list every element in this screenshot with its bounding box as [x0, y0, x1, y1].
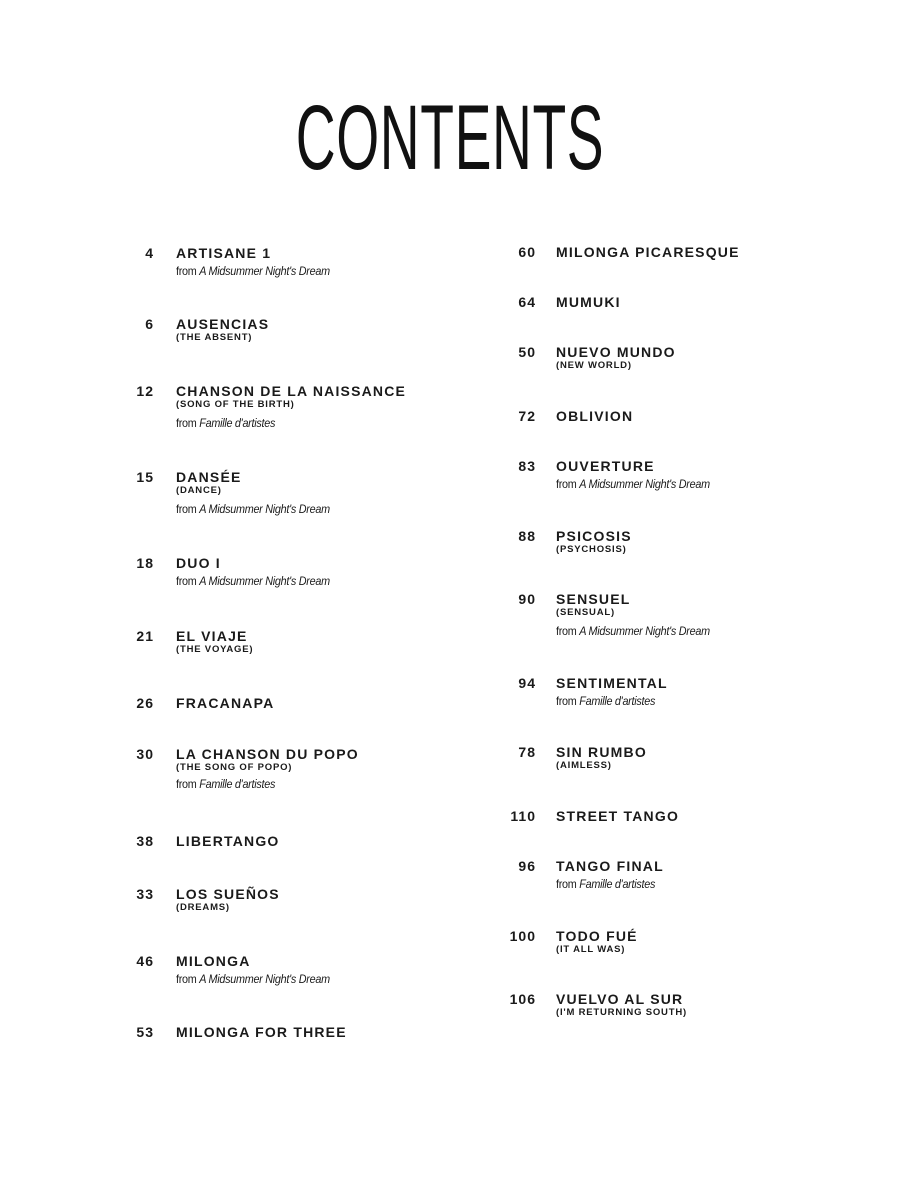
- page-number: 72: [518, 408, 536, 424]
- song-translation: (SENSUAL): [556, 607, 615, 618]
- page-number: 30: [136, 746, 154, 762]
- song-title: SENTIMENTAL: [556, 675, 668, 691]
- page-number: 64: [518, 294, 536, 310]
- song-title: AUSENCIAS: [176, 316, 270, 332]
- song-translation: (SONG OF THE BIRTH): [176, 399, 295, 410]
- page-number: 78: [518, 744, 536, 760]
- song-translation: (I'M RETURNING SOUTH): [556, 1007, 687, 1018]
- song-title: SIN RUMBO: [556, 744, 647, 760]
- song-title: TODO FUÉ: [556, 928, 638, 944]
- song-translation: (AIMLESS): [556, 760, 612, 771]
- page-number: 15: [136, 469, 154, 485]
- page-number: 110: [510, 808, 536, 824]
- source-work: from A Midsummer Night's Dream: [176, 502, 330, 516]
- source-work: from A Midsummer Night's Dream: [176, 972, 330, 986]
- song-title: MILONGA: [176, 953, 251, 969]
- song-title: MILONGA PICARESQUE: [556, 244, 740, 260]
- song-title: VUELVO AL SUR: [556, 991, 684, 1007]
- song-translation: (NEW WORLD): [556, 360, 632, 371]
- page-number: 46: [136, 953, 154, 969]
- page-number: 6: [145, 316, 154, 332]
- song-title: PSICOSIS: [556, 528, 632, 544]
- page-number: 88: [518, 528, 536, 544]
- page-title-wrap: [0, 88, 900, 188]
- song-title: NUEVO MUNDO: [556, 344, 676, 360]
- song-title: DUO I: [176, 555, 221, 571]
- page-number: 83: [518, 458, 536, 474]
- page-number: 12: [136, 383, 154, 399]
- song-title: LOS SUEÑOS: [176, 886, 280, 902]
- song-title: LA CHANSON DU POPO: [176, 746, 359, 762]
- song-translation: (THE ABSENT): [176, 332, 253, 343]
- page-number: 96: [518, 858, 536, 874]
- page-number: 100: [509, 928, 536, 944]
- song-title: FRACANAPA: [176, 695, 275, 711]
- page-number: 106: [509, 991, 536, 1007]
- source-work: from A Midsummer Night's Dream: [176, 264, 330, 278]
- page-number: 21: [136, 628, 154, 644]
- page-number: 26: [136, 695, 154, 711]
- song-title: ARTISANE 1: [176, 245, 272, 261]
- song-title: STREET TANGO: [556, 808, 680, 824]
- song-title: EL VIAJE: [176, 628, 248, 644]
- page-number: 53: [136, 1024, 154, 1040]
- source-work: from Famille d'artistes: [556, 877, 656, 891]
- source-work: from A Midsummer Night's Dream: [556, 624, 710, 638]
- song-title: SENSUEL: [556, 591, 631, 607]
- page-number: 94: [518, 675, 536, 691]
- song-title: OBLIVION: [556, 408, 634, 424]
- song-translation: (THE SONG OF POPO): [176, 762, 293, 773]
- source-work: from A Midsummer Night's Dream: [556, 477, 710, 491]
- page-number: 60: [518, 244, 536, 260]
- song-title: MUMUKI: [556, 294, 621, 310]
- page-number: 4: [145, 245, 154, 261]
- song-title: TANGO FINAL: [556, 858, 664, 874]
- source-work: from Famille d'artistes: [176, 416, 276, 430]
- page-title: CONTENTS: [295, 86, 605, 189]
- source-work: from Famille d'artistes: [176, 777, 276, 791]
- song-translation: (IT ALL WAS): [556, 944, 626, 955]
- page-number: 33: [136, 886, 154, 902]
- song-translation: (THE VOYAGE): [176, 644, 254, 655]
- page-number: 38: [136, 833, 154, 849]
- song-title: OUVERTURE: [556, 458, 655, 474]
- song-title: DANSÉE: [176, 469, 242, 485]
- page-number: 50: [518, 344, 536, 360]
- page-number: 18: [136, 555, 154, 571]
- song-title: LIBERTANGO: [176, 833, 280, 849]
- song-translation: (DREAMS): [176, 902, 230, 913]
- source-work: from Famille d'artistes: [556, 694, 656, 708]
- song-title: CHANSON DE LA NAISSANCE: [176, 383, 407, 399]
- source-work: from A Midsummer Night's Dream: [176, 574, 330, 588]
- song-translation: (PSYCHOSIS): [556, 544, 627, 555]
- song-title: MILONGA FOR THREE: [176, 1024, 347, 1040]
- song-translation: (DANCE): [176, 485, 222, 496]
- page-number: 90: [518, 591, 536, 607]
